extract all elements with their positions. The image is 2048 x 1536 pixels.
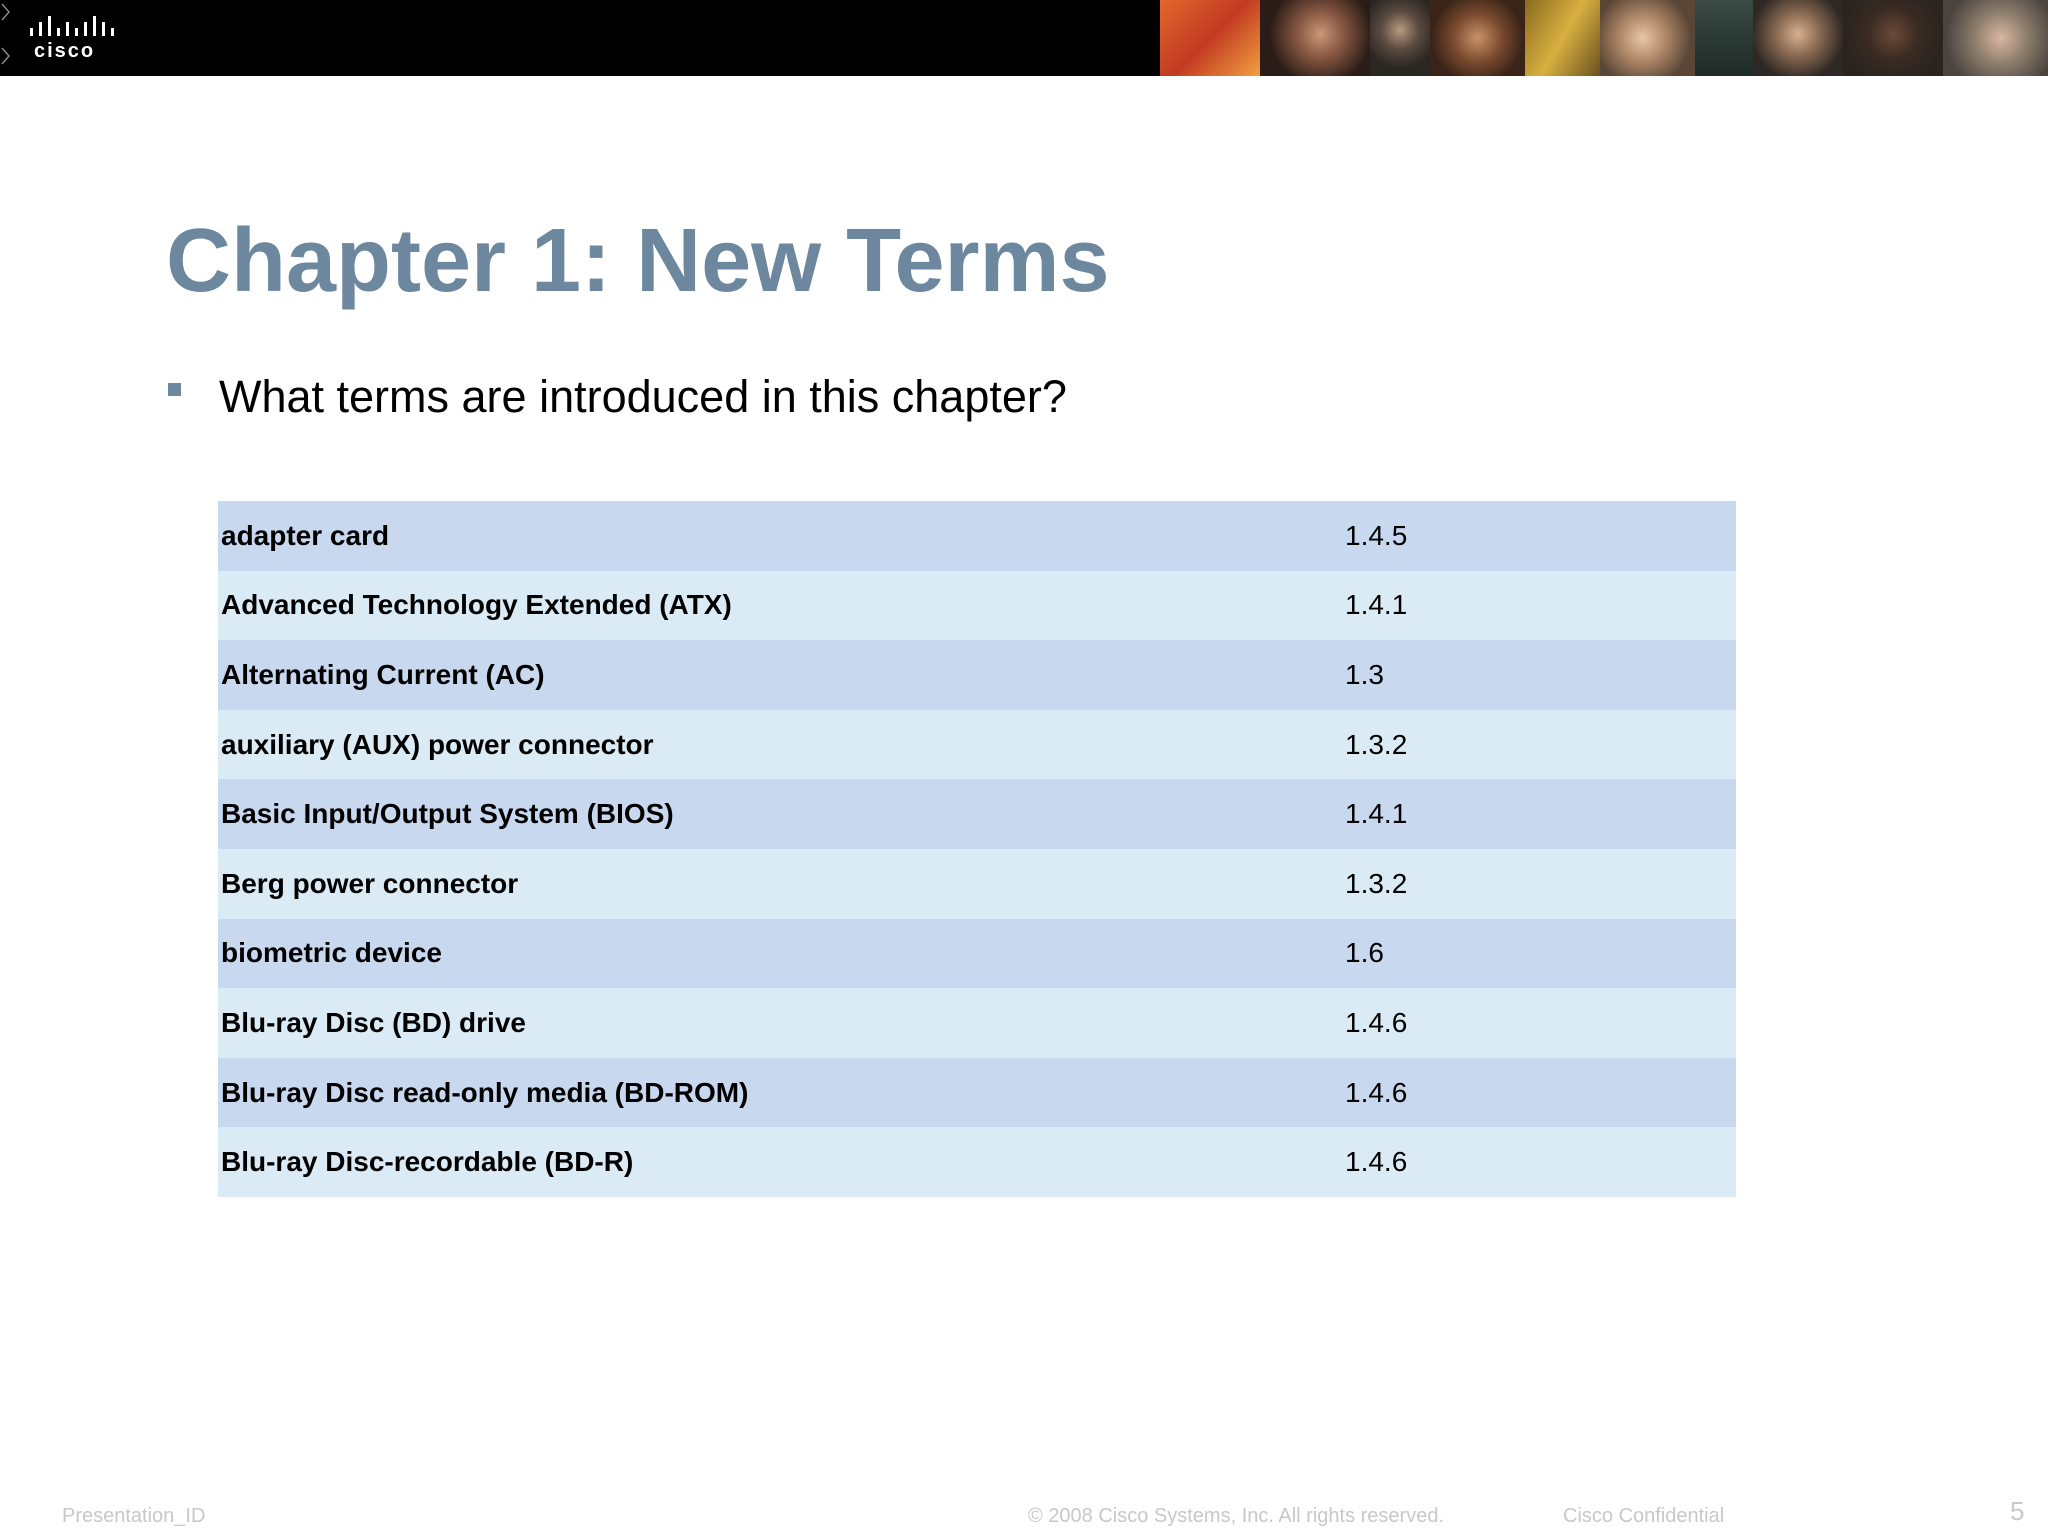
header-photo [1943,0,2048,76]
slide-title: Chapter 1: New Terms [166,211,1110,311]
section-cell: 1.3 [1345,658,1384,690]
header-photo [1430,0,1525,76]
section-cell: 1.3.2 [1345,867,1408,899]
header-photo [1843,0,1943,76]
header-bar [0,0,2048,76]
term-cell: adapter card [221,519,390,551]
section-cell: 1.4.6 [1345,1076,1408,1108]
header-photo [1753,0,1843,76]
header-photo-strip [1160,0,2048,76]
term-cell: Blu-ray Disc (BD) drive [221,1006,526,1038]
cisco-logo [30,14,120,64]
terms-table [218,501,1736,1197]
term-cell: Blu-ray Disc-recordable (BD-R) [221,1146,634,1178]
edge-chevron-icon [0,0,14,76]
section-cell: 1.3.2 [1345,728,1408,760]
section-cell: 1.6 [1345,937,1384,969]
table-row [218,710,1736,780]
table-row [218,571,1736,641]
header-photo [1695,0,1753,76]
table-row [218,919,1736,989]
table-row [218,1127,1736,1197]
footer-presentation-id: Presentation_ID [62,1505,206,1527]
table-row [218,988,1736,1058]
page-number: 5 [2010,1496,2025,1526]
table-row [218,640,1736,710]
table-row [218,849,1736,919]
square-bullet-icon [168,383,181,396]
bullet-text: What terms are introduced in this chapter? [219,371,1067,422]
table-row [218,779,1736,849]
bullet-item [168,372,1067,422]
section-cell: 1.4.6 [1345,1006,1408,1038]
cisco-bars-icon [30,14,116,38]
table-row [218,1058,1736,1128]
cisco-wordmark: cisco [34,40,96,62]
section-cell: 1.4.6 [1345,1146,1408,1178]
term-cell: Basic Input/Output System (BIOS) [221,798,674,830]
header-photo [1160,0,1260,76]
term-cell: Advanced Technology Extended (ATX) [221,589,732,621]
header-photo [1600,0,1695,76]
section-cell: 1.4.1 [1345,798,1408,830]
header-photo [1260,0,1370,76]
term-cell: biometric device [221,937,442,969]
section-cell: 1.4.1 [1345,589,1408,621]
table-row [218,501,1736,571]
terms-table-body [218,501,1736,1197]
header-photo [1525,0,1600,76]
term-cell: Alternating Current (AC) [221,658,545,690]
footer-copyright: © 2008 Cisco Systems, Inc. All rights reserved. [1028,1505,1445,1527]
section-cell: 1.4.5 [1345,519,1408,551]
header-photo [1370,0,1430,76]
term-cell: auxiliary (AUX) power connector [221,728,654,760]
footer-confidential: Cisco Confidential [1563,1505,1725,1527]
term-cell: Blu-ray Disc read-only media (BD-ROM) [221,1076,749,1108]
term-cell: Berg power connector [221,867,519,899]
